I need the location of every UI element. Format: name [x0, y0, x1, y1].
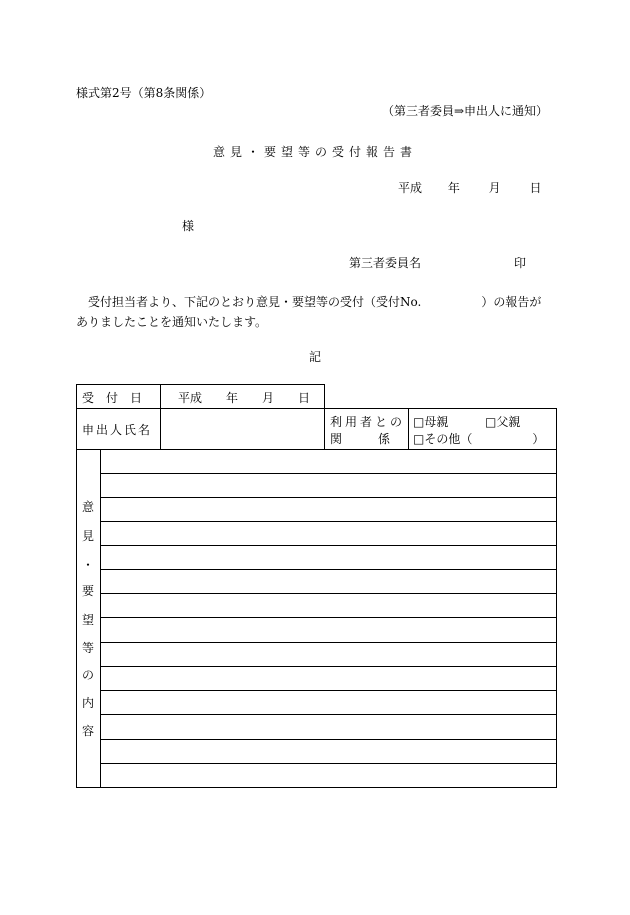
relation-label-line1: 利用者との [330, 415, 406, 429]
date-line [398, 179, 542, 196]
table-border [160, 384, 161, 449]
date-day: 日 [529, 181, 542, 195]
table-border [76, 384, 77, 788]
applicant-name-label: 申出人氏名 [82, 423, 153, 437]
table-border [324, 384, 325, 449]
applicant-name-field[interactable] [162, 410, 322, 447]
reception-date-value: 平成 年 月 日 [178, 391, 311, 405]
relation-option-mother[interactable]: □母親 [413, 415, 449, 429]
seal-mark: 印 [514, 256, 527, 270]
table-border [76, 408, 557, 409]
content-label-char: ・ [81, 558, 94, 572]
content-label-char: の [81, 668, 94, 682]
relation-label-line2: 関 係 [330, 432, 391, 446]
content-label-char: 要 [81, 584, 94, 598]
content-label-char: 望 [81, 613, 94, 627]
content-label-char: 内 [81, 696, 94, 710]
table-border [556, 408, 557, 788]
notify-note: （第三者委員⇒申出人に通知） [381, 104, 548, 118]
content-label-char: 意 [81, 500, 94, 514]
content-label-char: 等 [81, 641, 94, 655]
document-title: 意見・要望等の受付報告書 [212, 145, 417, 159]
table-border [76, 449, 557, 450]
relation-option-other[interactable]: □その他（ ） [413, 432, 545, 446]
content-label-char: 容 [81, 724, 94, 738]
date-month: 月 [488, 181, 501, 195]
date-year: 年 [447, 181, 460, 195]
body-text: 受付担当者より、下記のとおり意見・要望等の受付（受付No. ）の報告がありましたことを通知いたします。 [76, 295, 542, 329]
table-border [408, 408, 409, 449]
relation-option-father[interactable]: □父親 [485, 415, 521, 429]
addressee-suffix: 様 [182, 219, 195, 233]
date-era: 平成 [398, 181, 423, 195]
content-label-char: 見 [81, 529, 94, 543]
ki-heading: 記 [308, 350, 321, 364]
table-border [76, 787, 557, 788]
table-border [100, 449, 101, 787]
form-number: 様式第2号（第8条関係） [76, 86, 212, 100]
table-border [76, 384, 324, 385]
reception-date-label: 受 付 日 [82, 391, 143, 405]
content-writing-area[interactable] [102, 451, 554, 785]
committee-name-label: 第三者委員名 [349, 256, 422, 270]
